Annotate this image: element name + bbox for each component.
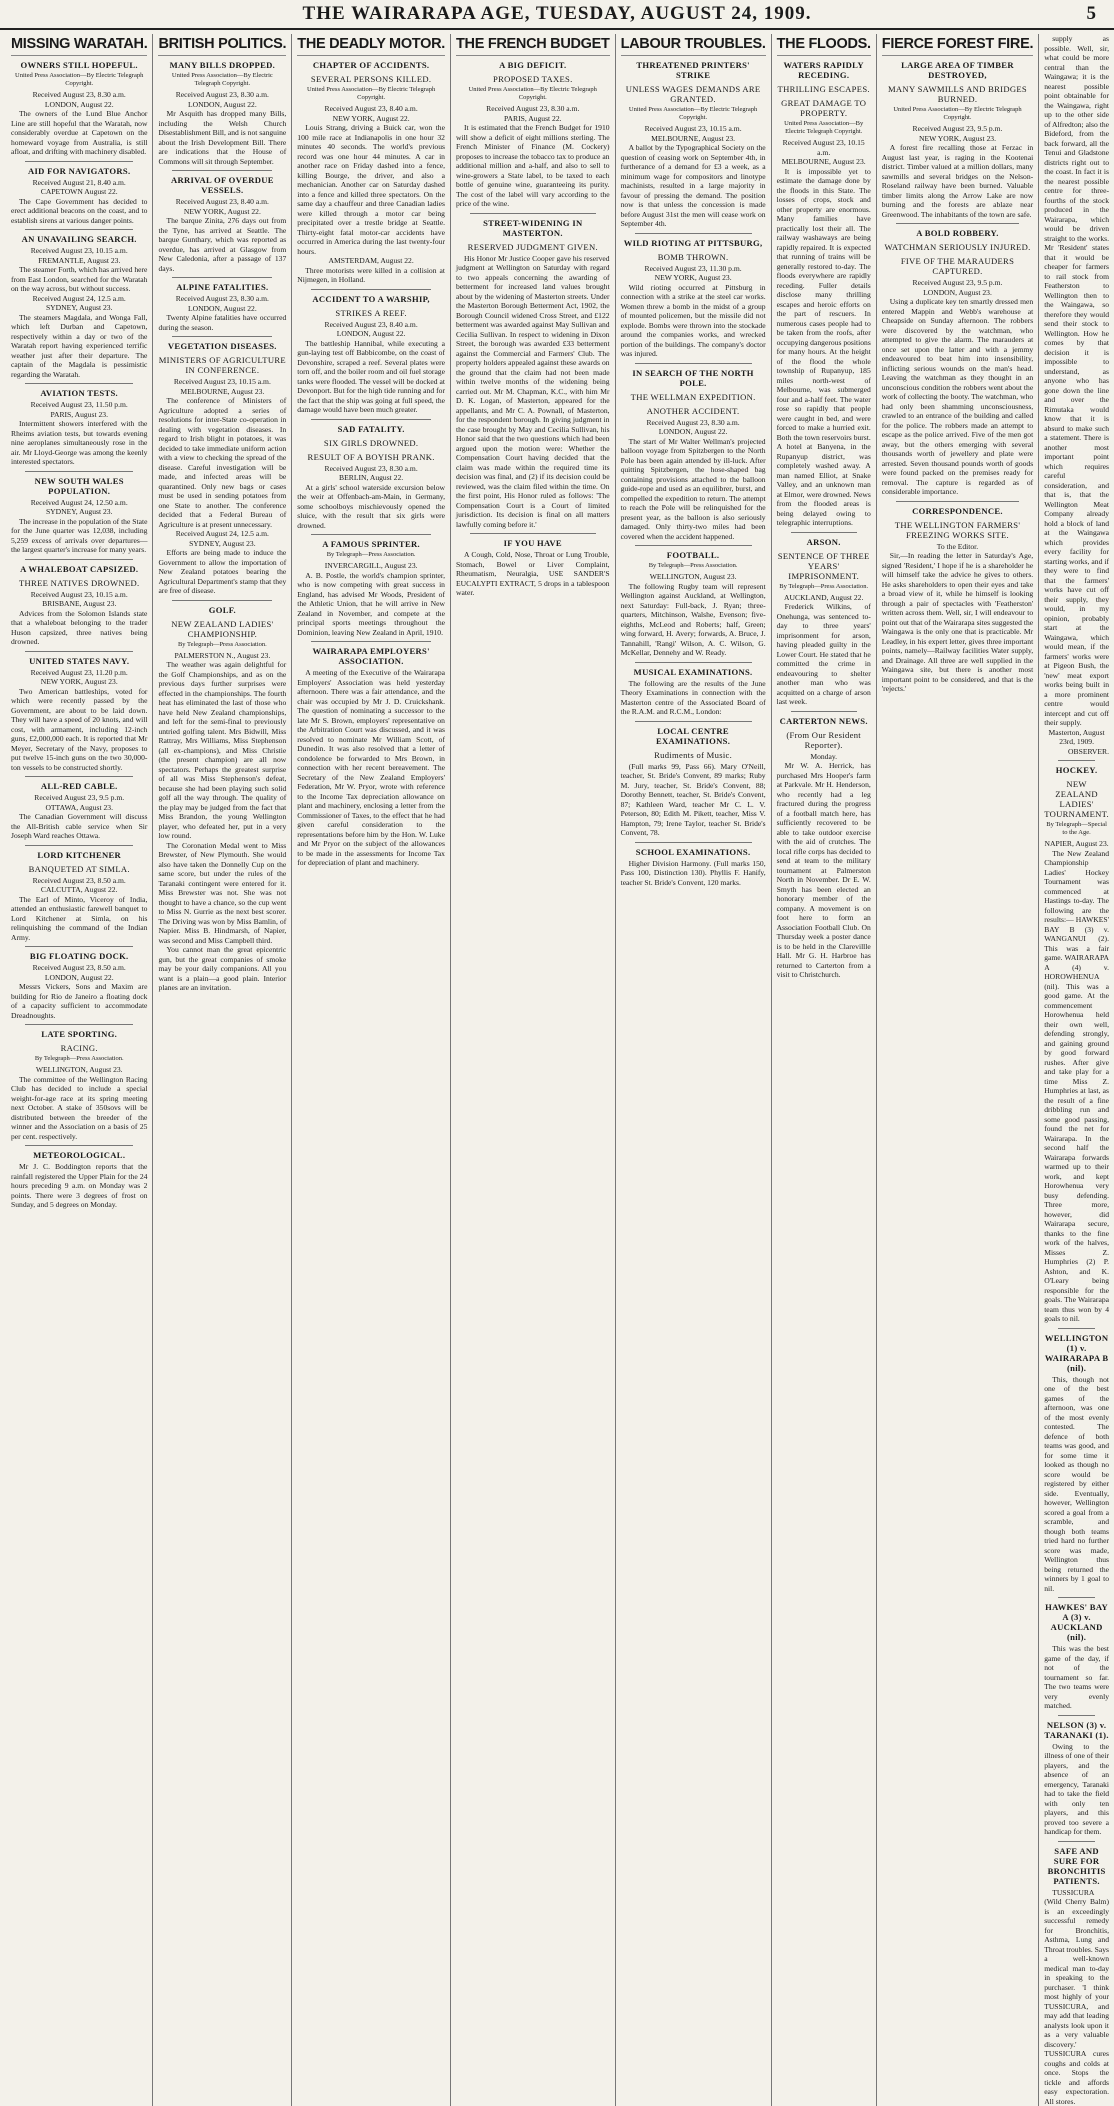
dateline-received: Received August 23, 8.30 a.m. [621, 418, 766, 428]
dateline-place: OTTAWA, August 23. [11, 803, 147, 813]
section-divider [1058, 1715, 1095, 1716]
section-subhead-secondary: SENTENCE OF THREE YEARS' IMPRISONMENT. [777, 551, 871, 581]
article-headline: FIERCE FOREST FIRE. [882, 36, 1033, 56]
wire-credit: By Telegraph—Special to the Age. [1044, 821, 1109, 837]
wire-credit: United Press Association—By Electric Telegraph Copyright. [297, 86, 445, 102]
dateline-place: AMSTERDAM, August 22. [297, 256, 445, 266]
section-subhead: ACCIDENT TO A WARSHIP, [297, 294, 445, 304]
dateline-received: Received August 23, 10.15 a.m. [621, 124, 766, 134]
section-divider [25, 1024, 133, 1025]
section-subhead: LOCAL CENTRE EXAMINATIONS. [621, 726, 766, 746]
article-body: Wild rioting occurred at Pittsburg in connection with a strike at the steel car works. Women threw a bomb in the midst of a group of mounted policemen, but the missile did not explode. Bombs were thrown into the stockade around the companies works, and wrecked portion of the buildings. The company's doctor was injured. [621, 283, 766, 359]
dateline-place: NAPIER, August 23. [1044, 839, 1109, 849]
article-body: The battleship Hannibal, while executing a gun-laying test off Babbicombe, on the coast of Devonshire, scraped a reef. Several plates were torn off, and the boiler room and oil fuel storage tanks were flooded. The vessel will be docked at Devonport. But for the high tide running and for the fact that the ship was going at full speed, the damage would have been much greater. [297, 339, 445, 415]
section-subhead: THREATENED PRINTERS' STRIKE [621, 60, 766, 80]
dateline-place: MELBOURNE, August 23. [158, 387, 286, 397]
article-body: A forest fire recalling those at Ferzac in August last year, is raging in the Kootenai district. Timber valued at a million dollars, many sawmills and several bridges on the Nelson-Roseland railway have been burned. Valuable timber limits along the Arrow Lake are now burning and the forests are ablaze near Greenwood. The inhabitants of the town are safe. [882, 143, 1033, 219]
section-subhead: WAIRARAPA EMPLOYERS' ASSOCIATION. [297, 646, 445, 666]
dateline-received: Received August 23, 8.30 a.m. [456, 104, 610, 114]
section-divider [635, 545, 752, 546]
article-headline: THE DEADLY MOTOR. [297, 36, 445, 56]
section-divider [470, 533, 596, 534]
page-number: 5 [1056, 3, 1096, 25]
section-subhead: A BOLD ROBBERY. [882, 228, 1033, 238]
section-divider [896, 223, 1019, 224]
dateline-received: Received August 24, 12.5 a.m. [11, 294, 147, 304]
article-body: Twenty Alpine fatalities have occurred during the season. [158, 313, 286, 332]
masthead-title: THE WAIRARAPA AGE, TUESDAY, AUGUST 24, 1909. [58, 3, 1056, 25]
section-subhead: A FAMOUS SPRINTER. [297, 539, 445, 549]
section-divider [172, 277, 272, 278]
article-body: The start of Mr Walter Wellman's projected balloon voyage from Spitzbergen to the North Pole has been again attended by ill-luck. After quitting Spitzbergen, the hose-shaped bag containing provisions attached to the balloon guide-rope and used as an equilibrer, burst, and compelled the expedition to return. The attempt to reach the Pole will be relinquished for the present year, as the balloon is also seriously damaged. Only thirty-two miles had been covered when the accident happened. [621, 437, 766, 542]
dateline-received: Received August 23, 8.30 a.m. [297, 464, 445, 474]
dateline-place: LONDON, August 22. [11, 100, 147, 110]
section-subhead: IF YOU HAVE [456, 538, 610, 548]
section-subhead: ARRIVAL OF OVERDUE VESSELS. [158, 175, 286, 195]
dateline-received: Received August 23, 8.40 a.m. [158, 197, 286, 207]
dateline-received: Received August 23, 8.30 a.m. [11, 90, 147, 100]
dateline-place: LONDON, August 22. [11, 973, 147, 983]
dateline-place: NEW YORK, August 23. [11, 677, 147, 687]
section-subhead: A WHALEBOAT CAPSIZED. [11, 564, 147, 574]
section-divider [311, 641, 431, 642]
article-headline: LABOUR TROUBLES. [621, 36, 766, 56]
article-headline: THE FLOODS. [777, 36, 871, 56]
section-divider [25, 471, 133, 472]
article-body: Intermittent showers interfered with the Rheims aviation tests, but towards evening nine aeroplanes simultaneously rose in the air. Mr Lloyd-George was among the keenly interested spectators. [11, 419, 147, 467]
article-body: The following are the results of the June Theory Examinations in connection with the Masterton centre of the Associated Board of the R.A.M. and R.C.M., London: [621, 679, 766, 717]
section-subhead: BIG FLOATING DOCK. [11, 951, 147, 961]
section-subhead: LARGE AREA OF TIMBER DESTROYED, [882, 60, 1033, 80]
news-column-7 [876, 34, 1038, 2106]
section-divider [25, 383, 133, 384]
section-subhead-secondary: MINISTERS OF AGRICULTURE IN CONFERENCE. [158, 355, 286, 375]
article-body: The conference of Ministers of Agriculture adopted a series of resolutions for inter-State co-operation in dealing with vegetation diseases. In regard to Irish blight in potatoes, it was decided to take immediate uniform action with a view to checking the spread of the disease. Careful investigation will be made, and infected areas will be quarantined. Only new bags or cases must be used in sending potatoes from one State to another. The conference decided that a Federal Bureau of Agriculture is at present unnecessary. [158, 396, 286, 529]
section-subhead-secondary: STRIKES A REEF. [297, 308, 445, 318]
section-divider [25, 776, 133, 777]
wire-credit: By Telegraph—Press Association. [777, 583, 871, 591]
section-subhead: CHAPTER OF ACCIDENTS. [297, 60, 445, 70]
wire-credit: By Telegraph—Press Association. [621, 562, 766, 570]
section-divider [25, 946, 133, 947]
article-body: Using a duplicate key ten smartly dressed men entered Mappin and Webb's warehouse at Cheapside on Sunday afternoon. The robbers were discovered by the watchman, who attempted to give the alarm. The marauders at once set upon the latter and with a jemmy endeavoured to beat him into insensibility, inflicting serious wounds on the man's head. Leaving the watchman as they thought in an unconscious condition the robbers went about the work of collecting the booty. The watchman, who had only been shamming unconsciousness, crawled to an entrance of the building and called for the police. The robbers made an attempt to escape as the police arrived. Five of the men got away, but the others emerging with several thousands worth of jewellery and plate were arrested. Seven thousand pounds worth of goods were found packed on the premises ready for removal. The capture is regarded as of considerable importance. [882, 297, 1033, 497]
section-subhead: AVIATION TESTS. [11, 388, 147, 398]
dateline-place: LONDON, August 22. [158, 304, 286, 314]
wire-credit: By Telegraph—Press Association. [11, 1055, 147, 1063]
dateline-received: Received August 23, 8.50 a.m. [11, 963, 147, 973]
section-subhead-secondary: (From Our Resident Reporter). [777, 730, 871, 750]
dateline-place: Monday. [777, 752, 871, 762]
section-subhead: WILD RIOTING AT PITTSBURG, [621, 238, 766, 248]
article-body: The Cape Government has decided to erect additional beacons on the coast, and to establish sirens at various danger points. [11, 197, 147, 226]
dateline-received: Received August 23, 9.5 p.m. [882, 124, 1033, 134]
letter-signature: OBSERVER. [1044, 747, 1109, 757]
section-divider [635, 842, 752, 843]
section-divider [896, 501, 1019, 502]
dateline-place: Masterton, August 23rd, 1909. [1044, 728, 1109, 747]
article-body: Sir,—In reading the letter in Saturday's Age, signed 'Resident,' I hope if he is a shareholder he will himself take the advice he gives to others. He asks shareholders to open their eyes and take a broad view of it, while he himself is looking through a pair of spectacles with 'Featherston' written across them. Well, sir, I will endeavour to point out that of the Wairarapa sites suggested the Waingawa is the only one that is practicable. Mr Leadley, in his expert letter, gives three important points, namely—Railway facilities Water supply, and Drainage. All three are well supplied in the Waingawa site, but there is another most important point to be considered, and that is the 'rejects.' [882, 551, 1033, 694]
section-subhead: CARTERTON NEWS. [777, 716, 871, 726]
news-column-1 [6, 34, 152, 2106]
article-body: Frederick Wilkins, of Onehunga, was sentenced to-day to three years' imprisonment for arson, having pleaded guilty in the Lower Court. He stated that he committed the crime in endeavouring to shelter another man who was acquitted on a charge of arson last week. [777, 602, 871, 707]
news-column-6 [771, 34, 876, 2106]
dateline-received: Received August 23, 9.5 p.m. [882, 278, 1033, 288]
article-body: The Earl of Minto, Viceroy of India, attended an enthusiastic farewell banquet to Lord Kitchener at Simla, on his relinquishing the command of the Indian Army. [11, 895, 147, 943]
dateline-received: Received August 23, 10.15 a.m. [11, 246, 147, 256]
article-body: Two American battleships, voted for which were recently passed by the Government, are about to be laid down. They will have a speed of 20 knots, and will cost, with armament, including 12-inch guns, £2,000,000 each. It is reported that Mr Meyer, Secretary of the Navy, proposes to put twelve 15-inch guns on the two 30,000-ton vessels to be constructed shortly. [11, 687, 147, 773]
section-subhead: UNITED STATES NAVY. [11, 656, 147, 666]
section-divider [635, 721, 752, 722]
article-body: The steamer Forth, which has arrived here from East London, searched for the Waratah on the way across, but without success. [11, 265, 147, 294]
article-body: supply as possible. Well, sir, what could be more central than the Waingawa; it is the nearest possible point obtainable for the Waingawa, right up to the other side of Alfredton; also the Bideford, from the back forward, all the Tenui and Gladstone districts right out to the coast. In fact it is the nearest possible centre for three-fourths of the stock produced in the Wairarapa, which would be driven straight to the works. Mr 'Resident' states that it would be cheaper for farmers to rail stock from Featherston to Wellington then to the Waingawa, so therefore they would send their stock to Wellington. How he comes by that decision it is impossible to understand, as anyone who has gone down the line and over the Rimutaka would know that it is absurd to make such a statement. There is another most important point which requires careful consideration, and that is, that the Wellington Meat Company already hold a block of land at the Waingawa which provides every facility for starting works, and if they were to find that the farmers' works have cut off their supply, they would, in my opinion, probably start at the Waingawa, which would mean, if the farmers' works were at Pigeon Bush, the 'new' meat export works being built in a more prominent centre would intercept and cut off their supply. [1044, 34, 1109, 728]
wire-credit: United Press Association—By Electric Telegraph Copyright. [777, 120, 871, 136]
section-subhead: AID FOR NAVIGATORS. [11, 166, 147, 176]
dateline-place: PARIS, August 23. [11, 410, 147, 420]
section-divider [25, 651, 133, 652]
article-body: The steamers Magdala, and Wonga Fall, which left Durban and Capetown, respectively within a day or two of the Waratah report having experienced terrific weather just after their departure. The captain of the Magdala is pessimistic regarding the Waratah. [11, 313, 147, 380]
section-divider [791, 711, 857, 712]
dateline-received: Received August 23, 10.15 a.m. [777, 138, 871, 157]
article-body: Mr J. C. Boddington reports that the rainfall registered the Upper Plain for the 24 hours preceding 9 a.m. on Monday was 2 points. There were 3 degrees of frost on Sunday, and 5 degrees on Monday. [11, 1162, 147, 1210]
dateline-place: NEW YORK, August 23. [621, 273, 766, 283]
dateline-received: Received August 23, 10.15 a.m. [11, 590, 147, 600]
dateline-place: FREMANTLE, August 23. [11, 256, 147, 266]
article-body: The owners of the Lund Blue Anchor Line are still hopeful that the Waratah, now considerably overdue at Capetown on the homeward voyage from Australia, is still afloat, and drifting with machinery disabled. [11, 109, 147, 157]
section-subhead: WELLINGTON (1) v. WAIRARAPA B (nil). [1044, 1333, 1109, 1373]
section-subhead-secondary: WATCHMAN SERIOUSLY INJURED. [882, 242, 1033, 252]
section-subhead-secondary: PROPOSED TAXES. [456, 74, 610, 84]
section-divider [1058, 1597, 1095, 1598]
dateline-received: Received August 21, 8.40 a.m. [11, 178, 147, 188]
masthead [0, 0, 1114, 30]
article-body: The barque Zinita, 276 days out from the Tyne, has arrived at Seattle. The barque Gunthary, which was reported as overdue, has arrived at Glasgow from New Caledonia, after a passage of 137 days. [158, 216, 286, 273]
section-subhead: HAWKES' BAY A (3) v. AUCKLAND (nil). [1044, 1602, 1109, 1642]
dateline-place: CALCUTTA, August 22. [11, 885, 147, 895]
article-body: It is impossible yet to estimate the damage done by the floods in this State. The losses of crops, stock and other property are enormous. Many families have practically lost their all. The railway washaways are being rapidly repaired. It is expected that running of trains will be generally restored to-day. The floods everywhere are rapidly receding. Fuller details disclose many thrilling escapes and heroic efforts on the part of rescuers. In numerous cases people had to be taken from the roofs, after occupying dangerous positions for many hours. At the height of the flood the whole township of Rupanyup, 185 miles north-west of Melbourne, was submerged four and a-half feet. The water rose so rapidly that people were caught in bed, and were forced to make a hurried exit. Both the town reservoirs burst. A hotel at Banyena, in the Rupanyup district, was completely washed away. A man named Elliot, at Snake Valley, and an unknown man at Elmor, were drowned. News from the flooded areas is being delayed owing to telegraphic interruptions. [777, 167, 871, 528]
section-subhead: AN UNAVAILING SEARCH. [11, 234, 147, 244]
article-headline: MISSING WARATAH. [11, 36, 147, 56]
article-body: Owing to the illness of one of their players, and the absence of an emergency, Taranaki had to take the field with only ten players, and this proved too severe a handicap for them. [1044, 1742, 1109, 1837]
wire-credit: United Press Association—By Electric Telegraph Copyright. [158, 72, 286, 88]
section-divider [311, 289, 431, 290]
article-body: The committee of the Wellington Racing Club has decided to include a special weight-for-age race at its spring meeting next October. A stake of 350sovs will be distributed between the breeder of the winner and the Association on a basis of 25 per cent. respectively. [11, 1075, 147, 1142]
section-divider [25, 1145, 133, 1146]
section-subhead: SAD FATALITY. [297, 424, 445, 434]
dateline-place: LONDON, August 23. [882, 288, 1033, 298]
article-headline: BRITISH POLITICS. [158, 36, 286, 56]
dateline-received: Received August 23, 8.30 a.m. [158, 90, 286, 100]
section-divider [470, 213, 596, 214]
wire-credit: United Press Association—By Electric Telegraph Copyright. [11, 72, 147, 88]
article-body: His Honor Mr Justice Cooper gave his reserved judgment at Wellington on Saturday with regard to two appeals concerning the awarding of betterment for increased land values brought about by the widening of Masterton streets. Under the Masterton Borough Betterment Act, 1902, the Borough Council widened Cross Street, and £122 betterment was awarded against May Sullivan and Cecilia Sullivan. In respect to widening in Dixon Street, the borough was awarded £33 betterment against the Commercial and Farmers' Club. The property holders appealed against these awards on the ground that the claim had not been made within twelve months of the widening being carried out. Mr M. Chapman, K.C., with him Mr D. K. Logan, of Masterton, appeared for the appellants, and Mr C. A. Pownall, of Masterton, for the respondent borough. In giving judgment in the case brought by May and Cecilia Sullivan, his Honor said that the two questions which had been argued upon the motion were: Whether the Compensation Court having decided that the claim was made within the required time its decision was final, and (2) if its decision could be reviewed, was the claim filed within the time. On the first point, His Honor ruled as follows: 'The Compensation Court is a Court of limited jurisdiction. Its decision is final on all matters lawfully coming before it.' [456, 254, 610, 530]
section-subhead: MANY BILLS DROPPED. [158, 60, 286, 70]
dateline-place: PALMERSTON N., August 23. [158, 651, 286, 661]
section-subhead-secondary: MANY SAWMILLS AND BRIDGES BURNED. [882, 84, 1033, 104]
article-body: The New Zealand Championship Ladies' Hockey Tournament was commenced at Hastings to-day. The following are the results:— HAWKES' BAY B (3) v. WANGANUI (2). This was a fair game. WAIRARAPA A (4) v. HOROWHENUA (nil). This was a good game. At the commencement Horowhenua held their own well, defending strongly, and gaining ground by good forward rushes. After give and take play for a time Miss Z. Humphries at last, as the result of a fine dribbling run and some good passing, found the net for Wairarapa. In the second half the Wairarapa forwards warmed up to their work, and kept Horowhenua very busy defending. Three more, however, did Wairarapa secure, thanks to the fine work of the halves, Misses Z. Humphries (2) P. Ashton, and K. O'Leary being responsible for the goals. The Wairarapa team thus won by 4 goals to nil. [1044, 849, 1109, 1324]
dateline-received: Received August 23, 11.50 p.m. [11, 400, 147, 410]
article-body: (Full marks 99, Pass 66). Mary O'Neill, teacher, St. Bride's Convent, 89 marks; Ruby M. Jury, teacher, St. Bride's Convent, 88; Dorothy Bennett, teacher, St. Bride's Convent, 87; Kathleen Ward, teacher Mr C. L. V. Peterson, 80; Edith M. Pikett, teacher, Miss V. Hampton, 79; Irene Taylor, teacher St. Bride's Convent, 78. [621, 762, 766, 838]
dateline-place: SYDNEY, August 23. [11, 303, 147, 313]
dateline-place: To the Editor. [882, 542, 1033, 552]
article-body: This was the best game of the day, if not of the tournament so far. The two teams were very evenly matched. [1044, 1644, 1109, 1711]
section-subhead: NELSON (3) v. TARANAKI (1). [1044, 1720, 1109, 1740]
article-body: The increase in the population of the State for the June quarter was 12,038, including 5,259 excess of arrivals over departures—the largest quarter's increase for many years. [11, 517, 147, 555]
dateline-place: NEW YORK, August 22. [158, 207, 286, 217]
article-body: Advices from the Solomon Islands state that a whaleboat belonging to the trader Huson capsized, three natives being drowned. [11, 609, 147, 647]
section-divider [1058, 760, 1095, 761]
article-headline: THE FRENCH BUDGET [456, 36, 610, 56]
dateline-received: Received August 23, 8.40 a.m. [297, 104, 445, 114]
section-subhead-secondary: BOMB THROWN. [621, 252, 766, 262]
section-divider [791, 532, 857, 533]
section-subhead: MUSICAL EXAMINATIONS. [621, 667, 766, 677]
section-divider [1058, 1841, 1095, 1842]
section-subhead-tertiary: FIVE OF THE MARAUDERS CAPTURED. [882, 256, 1033, 276]
dateline-received: Received August 24, 12.5 a.m. [158, 529, 286, 539]
section-subhead: LATE SPORTING. [11, 1029, 147, 1039]
section-subhead: VEGETATION DISEASES. [158, 341, 286, 351]
dateline-received: Received August 23, 11.20 p.m. [11, 668, 147, 678]
news-column-3 [291, 34, 450, 2106]
section-divider [25, 161, 133, 162]
dateline-place: AUCKLAND, August 22. [777, 593, 871, 603]
dateline-received: Received August 24, 12.50 a.m. [11, 498, 147, 508]
section-subhead: IN SEARCH OF THE NORTH POLE. [621, 368, 766, 388]
dateline-place: MELBOURNE, August 23. [621, 134, 766, 144]
article-body: It is estimated that the French Budget for 1910 will show a deficit of eight millions sterling. The French Minister of Finance (M. Cockery) proposes to increase the tobacco tax to produce an additional million and a-half, and also to sell to wine-growers a State label, to be taxed to each bottle of genuine wine, guaranteeing its purity. The cost of the label will vary according to the price of the wine. [456, 123, 610, 209]
section-divider [172, 170, 272, 171]
dateline-received: Received August 23, 9.5 p.m. [11, 793, 147, 803]
section-subhead-secondary: SEVERAL PERSONS KILLED. [297, 74, 445, 84]
wire-credit: United Press Association—By Electric Telegraph Copyright. [456, 86, 610, 102]
section-subhead-secondary: BANQUETED AT SIMLA. [11, 864, 147, 874]
section-divider [635, 662, 752, 663]
dateline-place: PARIS, August 22. [456, 114, 610, 124]
section-subhead: ARSON. [777, 537, 871, 547]
wire-credit: By Telegraph—Press Association. [158, 641, 286, 649]
article-body: Three motorists were killed in a collision at Nijmegen, in Holland. [297, 266, 445, 285]
article-body: You cannot man the great epicentric gun, but the great companies of smoke may be your daily companions. All you want is a plain—a good plain. Interior planes are an invitation. [158, 945, 286, 993]
article-body: A meeting of the Executive of the Wairarapa Employers' Association was held yesterday afternoon. There was a fair attendance, and the chair was occupied by Mr J. D. Cruickshank. The question of nominating a successor to the late Mr S. Brown, employers' representative on the Arbitration Court was discussed, and it was resolved to nominate Mr William Scott, of Dunedin. It was also resolved that a letter of condolence be forwarded to Mrs Brown, in connection with her recent bereavement. The Secretary of the New Zealand Employers' Federation, Mr W. Pryor, wrote with reference to the Income Tax depreciation allowance on plant and machinery, enclosing a letter from the Commissioner of Taxes, to the effect that he had given careful consideration to the representations before him by the Hon. W. Luke and Mr Pryor on the subject of the allowances to be made in the assessments for Income Tax for depreciation of plant and machinery. [297, 668, 445, 868]
article-body: A Cough, Cold, Nose, Throat or Lung Trouble, Stomach, Bowel or Liver Complaint, Rheumatism, Neuralgia, USE SANDER'S EUCALYPTI EXTRACT, 5 drops in a tablespoon water. [456, 550, 610, 598]
section-divider [25, 845, 133, 846]
article-body: The following Rugby team will represent Wellington against Auckland, at Wellington, next Saturday: Full-back, J. Ryan; three-quarters, Mitchinson, Walshe, Evenson; five-eighths, McLeod and Roberts; half, Green; wing forward, H. Avery; forwards, A. Bruce, J. Tannahill, 'Rangi' Wilson, A. C. Wilson, G. McKellar, Dennehy and W. Ready. [621, 582, 766, 658]
article-body: The Canadian Government will discuss the All-British cable service when Sir Joseph Ward reaches Ottawa. [11, 812, 147, 841]
section-subhead: GOLF. [158, 605, 286, 615]
section-subhead: OWNERS STILL HOPEFUL. [11, 60, 147, 70]
dateline-place: INVERCARGILL, August 23. [297, 561, 445, 571]
section-subhead-secondary: Rudiments of Music. [621, 750, 766, 760]
article-body: This, though not one of the best games of the afternoon, was one of the most evenly contested. The defence of both teams was good, and for some time it looked as though no score would be registered by either side. Eventually, however, Wellington scored a goal from a scramble, and though both teams tried hard no further score was made, Wellington thus being returned the winners by 1 goal to nil. [1044, 1375, 1109, 1594]
section-subhead: STREET-WIDENING IN MASTERTON. [456, 218, 610, 238]
dateline-place: NEW YORK, August 22. [297, 114, 445, 124]
news-column-5 [615, 34, 771, 2106]
section-divider [25, 229, 133, 230]
section-subhead: CORRESPONDENCE. [882, 506, 1033, 516]
article-body: The Coronation Medal went to Miss Brewster, of New Plymouth. She would also have taken the Donnelly Cup on the same score, but under the rules of the Taranaki contingent were entered for it. Miss Brewster was not. She was not thought to have a chance, so the cup went to Miss N. Gurrie as the next best scorer. The Driving was won by Miss Bamlin, of Napier. Miss B. Hindmarsh, of Napier, was second and Miss Campbell third. [158, 841, 286, 946]
section-subhead-secondary: NEW ZEALAND LADIES' TOURNAMENT. [1044, 779, 1109, 819]
section-subhead: LORD KITCHENER [11, 850, 147, 860]
article-body: Mr Asquith has dropped many Bills, including the Welsh Church Disestablishment Bill, and is not sanguine about the Irish Development Bill. There are indications that the House of Commons will sit through September. [158, 109, 286, 166]
section-divider [1058, 1328, 1095, 1329]
section-subhead: METEOROLOGICAL. [11, 1150, 147, 1160]
section-subhead: ALL-RED CABLE. [11, 781, 147, 791]
dateline-received: Received August 23, 8.40 a.m. [297, 320, 445, 330]
news-column-2 [152, 34, 291, 2106]
dateline-place: WELLINGTON, August 23. [621, 572, 766, 582]
section-subhead-tertiary: ANOTHER ACCIDENT. [621, 406, 766, 416]
dateline-place: CAPETOWN August 22. [11, 187, 147, 197]
article-body: Higher Division Harmony. (Full marks 150, Pass 100, Distinction 130). Phyllis F. Hanify, teacher St. Bride's Convent, 120 marks. [621, 859, 766, 888]
article-body: At a girls' school waterside excursion below the weir at Offenbach-am-Main, in Germany, some schoolboys mischievously opened the sluice, with the result that six girls were drowned. [297, 483, 445, 531]
wire-credit: United Press Association—By Electric Telegraph Copyright. [621, 106, 766, 122]
section-subhead: ALPINE FATALITIES. [158, 282, 286, 292]
section-divider [172, 336, 272, 337]
section-subhead: HOCKEY. [1044, 765, 1109, 775]
article-body: Mr W. A. Herrick, has purchased Mrs Hooper's farm at Parkvale. Mr H. Henderson, who recently had a leg fractured during the progress of a football match here, has sufficiently recovered to be able to take outdoor exercise with the aid of crutches. The local rifle corps has decided to send at team to the military tournament at Palmerston North in November. Dr E. W. Smyth has been elected an honorary member of the company. A movement is on foot here to form an Association Football Club. On Thursday week a poster dance is to be held in the Clarevillle Hall. Mr G. H. Harbroe has returned to Carterton from a visit to Christchurch. [777, 761, 871, 980]
dateline-place: LONDON, August 22. [297, 329, 445, 339]
section-subhead: FOOTBALL. [621, 550, 766, 560]
section-subhead-secondary: THE WELLMAN EXPEDITION. [621, 392, 766, 402]
section-subhead: SAFE AND SURE FOR BRONCHITIS PATIENTS. [1044, 1846, 1109, 1886]
dateline-received: Received August 23, 10.15 a.m. [158, 377, 286, 387]
section-subhead-secondary: RACING. [11, 1043, 147, 1053]
section-subhead: A BIG DEFICIT. [456, 60, 610, 70]
section-divider [635, 233, 752, 234]
dateline-place: NEW YORK, August 23. [882, 134, 1033, 144]
section-subhead-tertiary: RESULT OF A BOYISH PRANK. [297, 452, 445, 462]
news-column-4 [450, 34, 615, 2106]
section-subhead-tertiary: GREAT DAMAGE TO PROPERTY. [777, 98, 871, 118]
dateline-received: Received August 23, 11.30 p.m. [621, 264, 766, 274]
section-divider [311, 419, 431, 420]
section-divider [172, 600, 272, 601]
wire-credit: United Press Association—By Electric Telegraph Copyright. [882, 106, 1033, 122]
section-divider [25, 559, 133, 560]
article-body: Efforts are being made to induce the Government to allow the importation of New Zealand potatoes bearing the Agricultural Department's stamp that they are free of disease. [158, 548, 286, 596]
dateline-place: WELLINGTON, August 23. [11, 1065, 147, 1075]
dateline-received: Received August 23, 8.30 a.m. [158, 294, 286, 304]
article-body: The weather was again delightful for the Golf Championships, and as on the previous days further surprises were effected in the championships. The fourth heat has eliminated the last of those who have held New Zealand championships, and left for the semi-final to previously untried golfing talent. Mrs Bidwill, Miss Rattray, Mrs Williams, Miss Stephenson (all ex-champions), and Miss Christie (the present champion) are all now spectators. Perhaps the greatest surprise of all was Miss Stephenson's defeat, because she had been playing such solid golf all the way through. The quality of the play may be judged from the fact that Miss Brandon, the young Wellington player, who defeated her, put in a very low round. [158, 660, 286, 841]
news-columns [6, 34, 1108, 1550]
wire-credit: By Telegraph—Press Association. [297, 551, 445, 559]
article-body: A ballot by the Typographical Society on the question of ceasing work on September 4th, in furtherance of a demand for £3 a week, as a minimum wage for compositors and linotype machinists, resulted in a large majority in favour of pressing the demand. The position now is that unless the concession is made before August 31st the men will cease work on September 4th. [621, 143, 766, 229]
section-subhead: WATERS RAPIDLY RECEDING. [777, 60, 871, 80]
section-subhead-secondary: NEW ZEALAND LADIES' CHAMPIONSHIP. [158, 619, 286, 639]
section-divider [635, 363, 752, 364]
section-subhead-secondary: THRILLING ESCAPES. [777, 84, 871, 94]
article-body: A. B. Postle, the world's champion sprinter, who is now competing with great success in England, has advised Mr Woods, President of the Athletic Union, that he will arrive in New Zealand in November, and compete at the principal sports meetings throughout the Dominion, leaving New Zealand in April, 1910. [297, 571, 445, 638]
dateline-place: BERLIN, August 22. [297, 473, 445, 483]
dateline-place: SYDNEY, August 23. [11, 507, 147, 517]
dateline-received: Received August 23, 8.50 a.m. [11, 876, 147, 886]
news-column-8 [1038, 34, 1114, 2106]
article-body: Messrs Vickers, Sons and Maxim are building for Rio de Janeiro a floating dock of a capacity sufficient to accommodate Dreadnoughts. [11, 982, 147, 1020]
dateline-place: BRISBANE, August 23. [11, 599, 147, 609]
dateline-place: MELBOURNE, August 23. [777, 157, 871, 167]
section-subhead-secondary: THREE NATIVES DROWNED. [11, 578, 147, 588]
article-body: Louis Strang, driving a Buick car, won the 100 mile race at Indianapolis in one hour 32 minutes 40 seconds. The world's previous record was one hour 44 minutes. A car in another race on Friday dashed into a fence, killing Bourge, the driver, and also a mechanician. Another car on Saturday dashed into a fence and killed three spectators. On the same day a chauffeur and three Canadian ladies were killed through a motor car being precipitated over a trestle bridge at Seattle. Thirty-eight fatal motor-car accidents have occurred in America during the last twenty-four hours. [297, 123, 445, 256]
dateline-place: LONDON, August 22. [621, 427, 766, 437]
section-subhead-secondary: SIX GIRLS DROWNED. [297, 438, 445, 448]
section-subhead: NEW SOUTH WALES POPULATION. [11, 476, 147, 496]
dateline-place: SYDNEY, August 23. [158, 539, 286, 549]
article-body: TUSSICURA (Wild Cherry Balm) is an exceedingly successful remedy for Bronchitis, Asthma, Lung and Throat troubles. Says a well-known medical man to-day in speaking to the purchaser. 'I think most highly of your TUSSICURA, and may add that leading analysts look upon it as a very valuable discovery.' TUSSICURA cures coughs and colds at once. Stops the tickle and affords easy expectoration. All stores. [1044, 1888, 1109, 2106]
section-subhead-secondary: THE WELLINGTON FARMERS' FREEZING WORKS SITE. [882, 520, 1033, 540]
section-subhead: SCHOOL EXAMINATIONS. [621, 847, 766, 857]
section-subhead-secondary: UNLESS WAGES DEMANDS ARE GRANTED. [621, 84, 766, 104]
section-divider [311, 534, 431, 535]
section-subhead-secondary: RESERVED JUDGMENT GIVEN. [456, 242, 610, 252]
dateline-place: LONDON, August 22. [158, 100, 286, 110]
